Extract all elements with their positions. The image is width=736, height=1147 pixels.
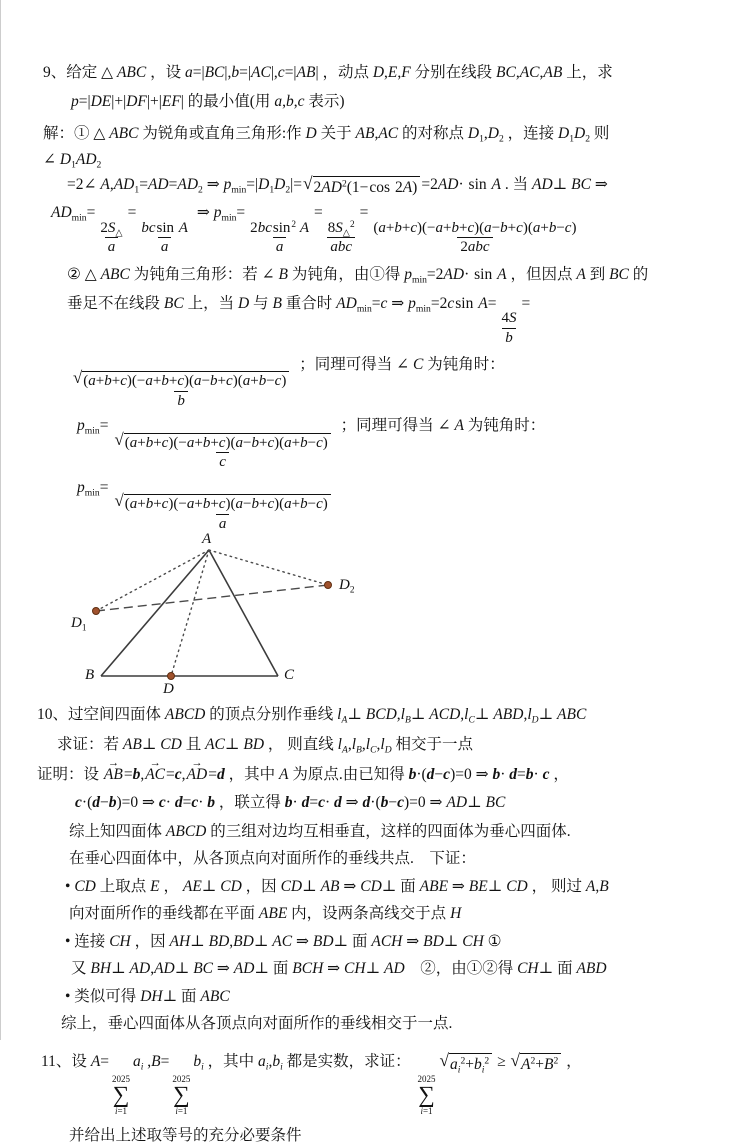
figure-edge-A-B bbox=[101, 550, 209, 676]
fraction: $\frac{2S_\triangle}{a}$ bbox=[100, 219, 123, 256]
figure-label: $D_1$ bbox=[71, 615, 87, 634]
figure-point-dot-D2 bbox=[325, 582, 332, 589]
figure-label: B bbox=[85, 667, 95, 684]
figure-edge-A-D1 bbox=[96, 550, 209, 611]
square-root: √ $A^2+B^2$ bbox=[510, 1053, 561, 1076]
square-root: √ $a_i^2+b_i^2$ bbox=[440, 1053, 493, 1076]
vector: → AD bbox=[187, 764, 208, 786]
doc-line: 综上，垂心四面体从各顶点向对面所作的垂线相交于一点. bbox=[61, 1015, 453, 1033]
figure-label: C bbox=[284, 667, 295, 684]
vector: → AC bbox=[145, 764, 165, 786]
doc-line: 证明：设 → AB=b,→ AC=c,→ AD=d ，其中 A 为原点.由已知得 b·(d−c)=0 ⇒ b· d=b· c ， bbox=[1, 764, 735, 786]
doc-line: • 连接 CH ，因 AH⊥ BD,BD⊥ AC ⇒ BD⊥ 面 ACH ⇒ BD⊥ CH ① bbox=[65, 932, 502, 950]
doc-line: p=|DE|+|DF|+|EF| 的最小值(用 a,b,c 表示) bbox=[71, 93, 345, 111]
doc-line: 10、过空间四面体 ABCD 的顶点分别作垂线 $l_A\perp$ $BCD,l_B\perp$ $ACD,l_C\perp$ $ABD,l_D\perp$ ABC bbox=[37, 706, 587, 726]
doc-line: • 类似可得 DH⊥ 面 ABC bbox=[65, 987, 230, 1005]
fraction: $\frac{4S}{b}$ bbox=[501, 309, 517, 346]
fraction: √ (a+b+c)(−a+b+c)(a−b+c)(a+b−c) b bbox=[69, 370, 293, 411]
summation: 2025 ∑ i=1 bbox=[172, 1073, 191, 1117]
doc-line: 综上知四面体 ABCD 的三组对边均互相垂直，这样的四面体为垂心四面体. bbox=[69, 822, 571, 840]
fraction: $\frac{\text{bcsin A}}{a}$ bbox=[141, 219, 188, 256]
doc-line: 在垂心四面体中，从各顶点向对面所作的垂线共点. 下证： bbox=[69, 850, 476, 868]
doc-line: 又 BH⊥ AD,AD⊥ BC ⇒ AD⊥ 面 BCH ⇒ CH⊥ AD ②，由①②得 CH⊥ 面 ABD bbox=[71, 960, 607, 978]
doc-line: 垂足不在线段 BC 上，当 D 与 B 重合时 $AD_{min}=c$ ⇒ $p_{min}=2csin$ A= $\frac{4S}{b}$ = bbox=[67, 294, 531, 346]
doc-line: ② △ ABC 为钝角三角形：若 ∠ B 为钝角，由①得 $p_{min}=2AD\cdot \sin A$ ，但因点 A 到 BC 的 bbox=[67, 266, 649, 286]
doc-line: c·(d−b)=0 ⇒ c· d=c· b ，联立得 b· d=c· d ⇒ d·(b−c)=0 ⇒ AD⊥ BC bbox=[75, 794, 506, 812]
doc-line: 求证：若 AB⊥ CD 且 AC⊥ BD ， 则直线 $l_A,l_B,l_C,l_D$ 相交于一点 bbox=[57, 735, 474, 755]
vector: → AB bbox=[104, 764, 123, 786]
triangle-diagram-figure bbox=[1, 531, 736, 700]
triangle-diagram-svg bbox=[1, 531, 736, 700]
fraction: √ (a+b+c)(−a+b+c)(a−b+c)(a+b−c) a bbox=[110, 493, 334, 534]
figure-edge-D1-D2 bbox=[96, 585, 328, 611]
doc-line: √ (a+b+c)(−a+b+c)(a−b+c)(a+b−c) b ；同理可得当 ∠ C 为钝角时： bbox=[1, 354, 735, 411]
fraction: √ (a+b+c)(−a+b+c)(a−b+c)(a+b−c) c bbox=[110, 432, 334, 473]
fraction: $\frac{8S_\triangle^2}{\text{abc}}$ bbox=[327, 219, 355, 256]
fraction: $\frac{(a+b+c)(-a+b+c)(a-b+c)(a+b-c)}{\text{2abc}}$ bbox=[373, 219, 577, 256]
doc-line: 并给出上述取等号的充分必要条件 bbox=[69, 1126, 302, 1144]
figure-point-dot-D1 bbox=[93, 608, 100, 615]
square-root: √ (a+b+c)(−a+b+c)(a−b+c)(a+b−c) bbox=[114, 494, 330, 514]
doc-line: 解：① △ ABC 为锐角或直角三角形:作 D 关于 AB,AC 的对称点 $D_1,D_2$ ，连接 $D_1D_2$ 则 bbox=[43, 124, 610, 145]
fraction: $\frac{2bcsin^2 A}{a}$ bbox=[250, 219, 310, 256]
doc-line: ∠ $D_1AD_2$ bbox=[43, 151, 102, 171]
lines-before-figure bbox=[1, 62, 735, 534]
lines-after-figure bbox=[1, 704, 735, 1147]
doc-line: • CD 上取点 E ， AE⊥ CD ，因 CD⊥ AB ⇒ CD⊥ 面 ABE ⇒ BE⊥ CD ， 则过 A,B bbox=[65, 877, 609, 895]
doc-line: 9、给定 △ ABC ，设 a=|BC|,b=|AC|,c=|AB| ，动点 D,E,F 分别在线段 BC,AC,AB 上，求 bbox=[43, 64, 613, 81]
summation: 2025 ∑ i=1 bbox=[112, 1073, 130, 1117]
figure-label: D bbox=[163, 681, 174, 698]
doc-line: =2∠ $A,AD_1=AD=AD_2$ ⇒ $p_{min}=|D_1D_2|=$ √ $2AD^2(1-\cos$ 2A) =2AD· sin A . 当 AD⊥ BC ⇒ bbox=[1, 174, 735, 199]
doc-line: $p_{min}=$ √ (a+b+c)(−a+b+c)(a−b+c)(a+b−c) a bbox=[1, 477, 735, 534]
square-root: √ (a+b+c)(−a+b+c)(a−b+c)(a+b−c) bbox=[73, 371, 289, 391]
figure-edge-A-D2 bbox=[209, 550, 328, 585]
doc-line: $p_{min}=$ √ (a+b+c)(−a+b+c)(a−b+c)(a+b−c) c ；同理可得当 ∠ A 为钝角时： bbox=[77, 417, 546, 471]
doc-line: 向对面所作的垂线都在平面 ABE 内，设两条高线交于点 H bbox=[69, 905, 462, 923]
figure-point-dot-D bbox=[168, 673, 175, 680]
doc-line: $AD_{min}=$ $\frac{2S_\triangle}{a}$ = $\frac{\text{bcsin A}}{a}$ ⇒ $p_{min}=$ $\frac{2bcsin^2 A}{a}$ = $\frac{8S_\triangle^2}{\text{abc}}$ = $\frac{(a+b+c)(-a+b+c)(a-b+c)(a+b-c)}{\text{2abc}}$ bbox=[1, 202, 735, 257]
figure-label: $D_2$ bbox=[339, 577, 355, 596]
figure-label: A bbox=[202, 531, 212, 548]
summation: 2025 ∑ i=1 bbox=[417, 1073, 436, 1117]
square-root: √ (a+b+c)(−a+b+c)(a−b+c)(a+b−c) bbox=[114, 433, 330, 453]
square-root: √ $2AD^2(1-\cos$ 2A) bbox=[303, 176, 420, 199]
doc-line: 11、设 A= 2025 ∑ i=1 $a_i$ ,B= 2025 ∑ i=1 $b_i$ ，其中 $a_i,b_i$ 都是实数，求证： 2025 ∑ i=1 √ $a_i^2+b_i^2$ ≥ √ $A^2+B^2$ ， bbox=[41, 1050, 582, 1117]
figure-edge-A-D bbox=[171, 550, 209, 676]
figure-edge-A-C bbox=[209, 550, 278, 676]
